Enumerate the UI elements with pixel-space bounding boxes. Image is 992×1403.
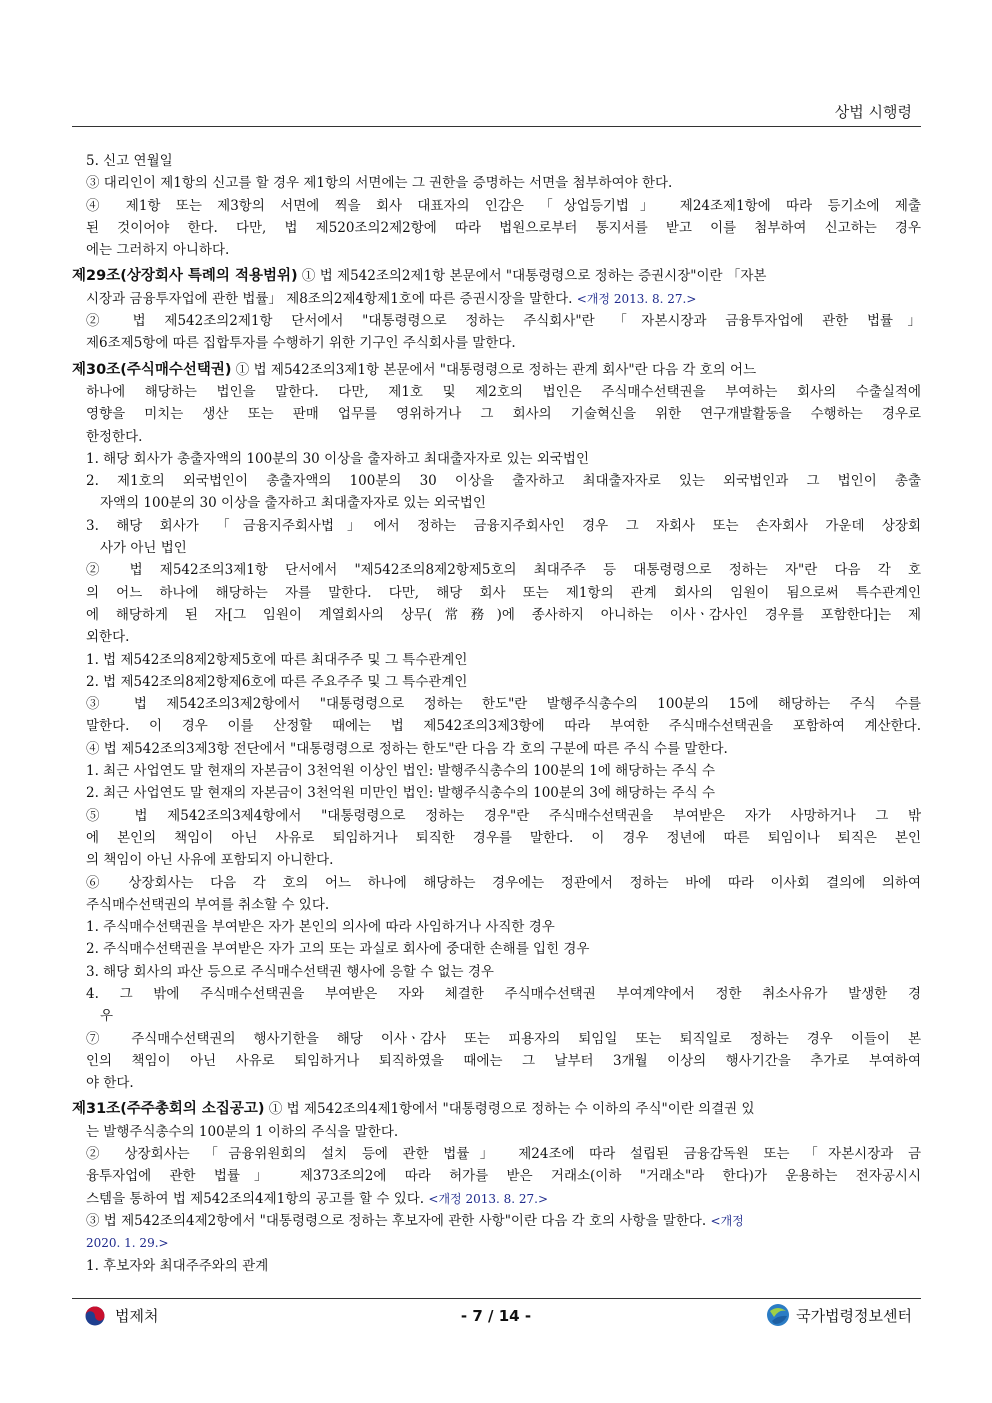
text-line: 한정한다. — [86, 428, 143, 445]
text-line: ③ 법 제542조의4제2항에서 "대통령령으로 정하는 후보자에 관한 사항"이란 다음 각 호의 사항을 말한다. <개정 — [86, 1212, 744, 1229]
page-header-title: 상법 시행령 — [834, 103, 912, 121]
text-span: ① 법 제542조의4제1항에서 "대통령령으로 정하는 수 이하의 주식"이란 의결권 있 — [264, 1101, 755, 1118]
footer-divider — [72, 1298, 921, 1299]
text-line: 1. 법 제542조의8제2항제5호에 따른 최대주주 및 그 특수관계인 — [86, 651, 468, 668]
text-line: 외한다. — [86, 629, 130, 646]
text-line: 영향을 미치는 생산 또는 판매 업무를 영위하거나 그 회사의 기술혁신을 위한 연구개발활동을 수행하는 경우로 — [86, 406, 921, 423]
article-29-first-line — [72, 265, 921, 287]
text-line: 우 — [100, 1008, 114, 1025]
text-line: 2. 최근 사업연도 말 현재의 자본금이 3천억원 미만인 법인: 발행주식총수의 100분의 3에 해당하는 주식 수 — [86, 785, 716, 802]
article-31-title: 제31조(주주총회의 소집공고) — [72, 1101, 265, 1118]
text-line: 1. 주식매수선택권을 부여받은 자가 본인의 의사에 따라 사임하거나 사직한 경우 — [86, 919, 555, 936]
text-line: 하나에 해당하는 법인을 말한다. 다만, 제1호 및 제2호의 법인은 주식매수선택권을 부여하는 회사의 수출실적에 — [86, 383, 921, 400]
text-line: ④ 법 제542조의3제3항 전단에서 "대통령령으로 정하는 한도"란 다음 각 호의 구분에 따른 주식 수를 말한다. — [86, 740, 728, 757]
text-line: 사가 아닌 법인 — [100, 540, 187, 557]
footer-center-name: 국가법령정보센터 — [796, 1306, 912, 1325]
footer-right — [766, 1303, 912, 1327]
globe-logo-icon — [766, 1303, 790, 1327]
article-30-title: 제30조(주식매수선택권) — [72, 361, 232, 378]
text-line: ② 법 제542조의2제1항 단서에서 "대통령령으로 정하는 주식회사"란 「자본시장과 금융투자업에 관한 법률」 — [86, 313, 921, 330]
amendment-note: <개정 2013. 8. 27.> — [576, 291, 697, 306]
text-line: 1. 후보자와 최대주주와의 관계 — [86, 1257, 269, 1274]
amendment-note: <개정 — [710, 1213, 744, 1228]
text-line: ② 상장회사는 「금융위원회의 설치 등에 관한 법률」 제24조에 따라 설립된 금융감독원 또는 「자본시장과 금 — [86, 1146, 921, 1163]
article-29-title: 제29조(상장회사 특례의 적용범위) — [72, 268, 298, 285]
footer-org-name: 법제처 — [115, 1307, 159, 1325]
text-line: 3. 해당 회사가 「금융지주회사법」에서 정하는 금융지주회사인 경우 그 자회사 또는 손자회사 가운데 상장회 — [86, 517, 921, 534]
amendment-note: <개정 2013. 8. 27.> — [428, 1191, 549, 1206]
text-line: 2. 주식매수선택권을 부여받은 자가 고의 또는 과실로 회사에 중대한 손해를 입힌 경우 — [86, 941, 590, 958]
text-line: 융투자업에 관한 법률」 제373조의2에 따라 허가를 받은 거래소(이하 "거래소"라 한다)가 운용하는 전자공시시 — [86, 1168, 921, 1185]
text-line: 주식매수선택권의 부여를 취소할 수 있다. — [86, 896, 330, 913]
text-line: 말한다. 이 경우 이를 산정할 때에는 법 제542조의3제3항에 따라 부여한 주식매수선택권을 포함하여 계산한다. — [86, 718, 921, 735]
text-line: 에 해당하게 된 자[그 임원이 계열회사의 상무(常務)에 종사하지 아니하는 이사ㆍ감사인 경우를 포함한다]는 제 — [86, 606, 921, 623]
text-line: 시장과 금융투자업에 관한 법률」 제8조의2제4항제1호에 따른 증권시장을 말한다. <개정 2013. 8. 27.> — [86, 290, 697, 307]
text-line: 는 발행주식총수의 100분의 1 이하의 주식을 말한다. — [86, 1123, 399, 1140]
text-span: ① 법 제542조의2제1항 본문에서 "대통령령으로 정하는 증권시장"이란 「자본 — [297, 268, 767, 285]
text-line: ⑦ 주식매수선택권의 행사기한을 해당 이사ㆍ감사 또는 피용자의 퇴임일 또는 퇴직일로 정하는 경우 이들이 본 — [86, 1030, 921, 1047]
text-line: 의 어느 하나에 해당하는 자를 말한다. 다만, 해당 회사 또는 제1항의 관계 회사의 임원이 됨으로써 특수관계인 — [86, 584, 921, 601]
text-line: ⑤ 법 제542조의3제4항에서 "대통령령으로 정하는 경우"란 주식매수선택권을 부여받은 자가 사망하거나 그 밖 — [86, 807, 921, 824]
text-line: 1. 해당 회사가 총출자액의 100분의 30 이상을 출자하고 최대출자자로 있는 외국법인 — [86, 450, 590, 467]
text-line: ③ 대리인이 제1항의 신고를 할 경우 제1항의 서면에는 그 권한을 증명하는 서면을 첨부하여야 한다. — [86, 175, 673, 192]
text-line: 야 한다. — [86, 1075, 134, 1092]
text-line: 5. 신고 연월일 — [86, 153, 173, 169]
text-line: 의 책임이 아닌 사유에 포함되지 아니한다. — [86, 852, 334, 869]
text-line: ③ 법 제542조의3제2항에서 "대통령령으로 정하는 한도"란 발행주식총수의 100분의 15에 해당하는 주식 수를 — [86, 696, 921, 713]
text-line: 2. 제1호의 외국법인이 총출자액의 100분의 30 이상을 출자하고 최대출자자로 있는 외국법인과 그 법인이 총출 — [86, 473, 921, 490]
header-divider — [72, 126, 921, 127]
text-line: ④ 제1항 또는 제3항의 서면에 찍을 회사 대표자의 인감은 「상업등기법」 제24조제1항에 따라 등기소에 제출 — [86, 197, 921, 214]
text-line: 에 본인의 책임이 아닌 사유로 퇴임하거나 퇴직한 경우를 말한다. 이 경우 정년에 따른 퇴임이나 퇴직은 본인 — [86, 829, 921, 846]
text-line: 된 것이어야 한다. 다만, 법 제520조의2제2항에 따라 법원으로부터 통지서를 받고 이를 첨부하여 신고하는 경우 — [86, 219, 921, 236]
text-line: 4. 그 밖에 주식매수선택권을 부여받은 자와 체결한 주식매수선택권 부여계약에서 정한 취소사유가 발생한 경 — [86, 985, 921, 1002]
text-line: ② 법 제542조의3제1항 단서에서 "제542조의8제2항제5호의 최대주주 등 대통령령으로 정하는 자"란 다음 각 호 — [86, 562, 921, 579]
text-line: 2. 법 제542조의8제2항제6호에 따른 주요주주 및 그 특수관계인 — [86, 673, 468, 690]
text-line: 자액의 100분의 30 이상을 출자하고 최대출자자로 있는 외국법인 — [100, 495, 486, 512]
document-body — [72, 150, 921, 1277]
page-number: - 7 / 14 - — [460, 1307, 532, 1325]
amendment-note: 2020. 1. 29.> — [86, 1236, 169, 1251]
text-line: 스템을 통하여 법 제542조의4제1항의 공고를 할 수 있다. <개정 2013. 8. 27.> — [86, 1190, 549, 1207]
text-line: ⑥ 상장회사는 다음 각 호의 어느 하나에 해당하는 경우에는 정관에서 정하는 바에 따라 이사회 결의에 의하여 — [86, 874, 921, 891]
text-line: 제6조제5항에 따른 집합투자를 수행하기 위한 기구인 주식회사를 말한다. — [86, 335, 516, 352]
text-span: ① 법 제542조의3제1항 본문에서 "대통령령으로 정하는 관계 회사"란 다음 각 호의 어느 — [231, 361, 757, 378]
text-line: 에는 그러하지 아니하다. — [86, 242, 230, 259]
text-line — [72, 1232, 921, 1254]
text-line: 3. 해당 회사의 파산 등으로 주식매수선택권 행사에 응할 수 없는 경우 — [86, 963, 494, 980]
article-31-first-line — [72, 1098, 921, 1120]
text-line: 1. 최근 사업연도 말 현재의 자본금이 3천억원 이상인 법인: 발행주식총수의 100분의 1에 해당하는 주식 수 — [86, 763, 716, 780]
article-30-first-line — [72, 359, 921, 381]
text-line: 인의 책임이 아닌 사유로 퇴임하거나 퇴직하였을 때에는 그 날부터 3개월 이상의 행사기간을 추가로 부여하여 — [86, 1052, 921, 1069]
